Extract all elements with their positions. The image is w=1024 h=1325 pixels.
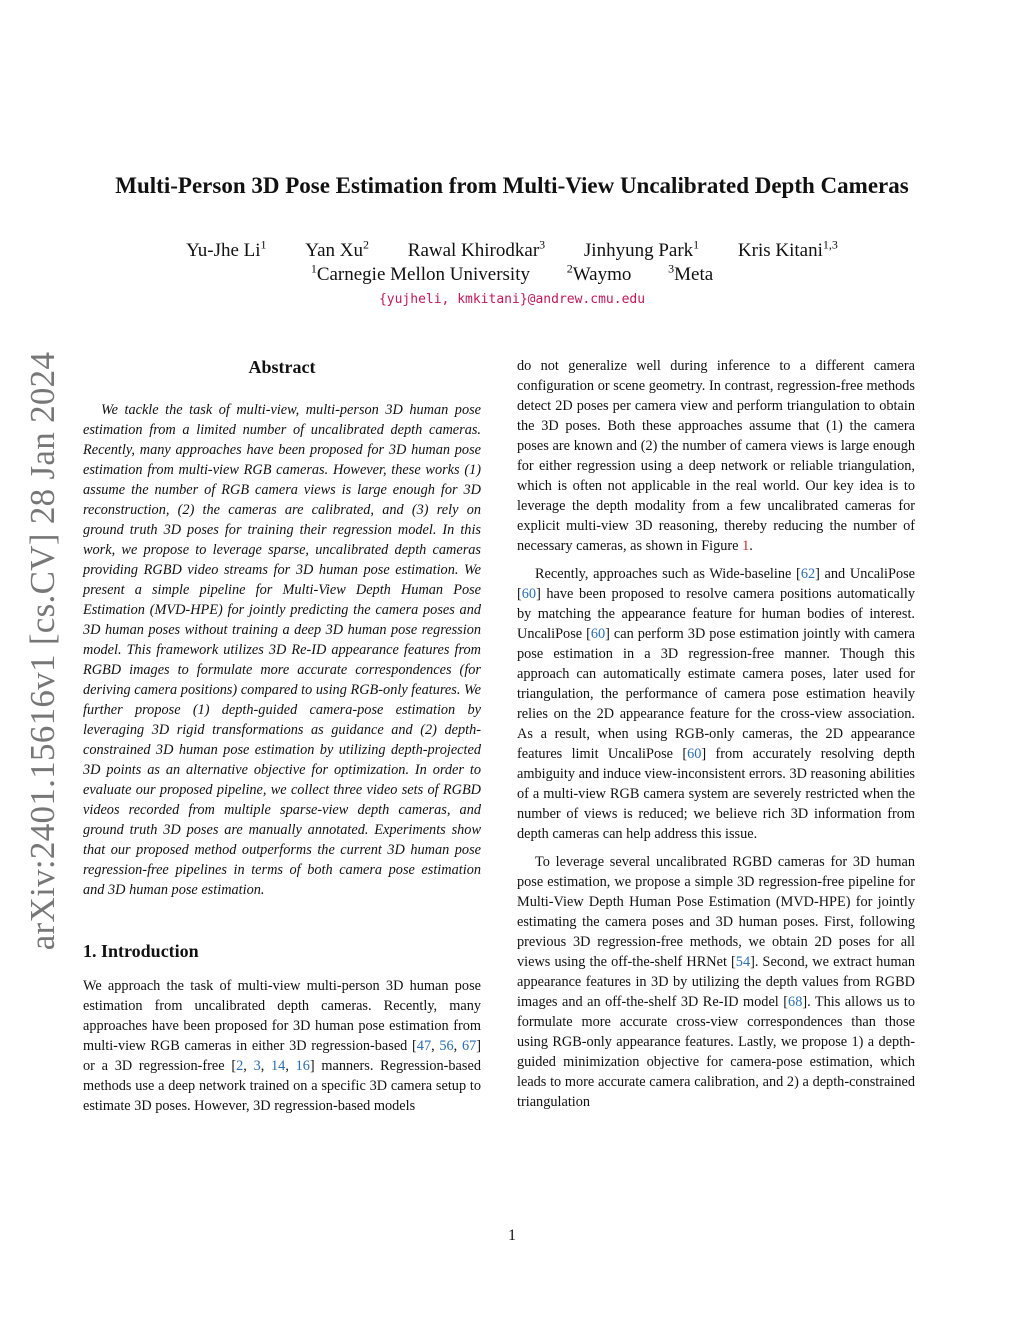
citation-link[interactable]: 3 xyxy=(253,1058,261,1074)
citation-link[interactable]: 60 xyxy=(521,586,537,602)
author xyxy=(583,237,700,261)
intro-paragraph-1: We approach the task of multi-view multi-person 3D human pose estimation from uncalibrated depth cameras. Recently, many approaches have been proposed for 3D human pose estimation from multi-view RGB cameras in either 3D regression-based [47, 56, 67] or a 3D regression-free [2, 3, 14, 16] manners. Regression-based methods use a deep network trained on a specific 3D camera setup to estimate 3D poses. However, 3D regression-based models xyxy=(83,978,482,1114)
intro-paragraph-3: To leverage several uncalibrated RGBD cameras for 3D human pose estimation, we propose a simple 3D regression-free pipeline for Multi-View Depth Human Pose Estimation (MVD-HPE) for jointly estimating the camera poses and 3D human poses. First, following previous 3D regression-free methods, we obtain 2D poses for all views using the off-the-shelf HRNet [54]. Second, we extract human appearance features in 3D by utilizing the depth values from RGBD images and an off-the-shelf 3D Re-ID model [68]. This allows us to formulate more accurate cross-view correspondences than those using RGB-only appearance features. Lastly, we propose 1) a depth-guided minimization objective for camera-pose estimation, which leads to more accurate camera calibration, and 2) a depth-constrained triangulation xyxy=(517,854,916,1110)
author-name: Rawal Khirodkar xyxy=(407,240,540,261)
arxiv-side-identifier xyxy=(8,351,78,951)
affiliation xyxy=(310,261,530,285)
affiliation-list xyxy=(0,261,1024,286)
affil-name: Meta xyxy=(674,264,714,285)
author-name: Kris Kitani xyxy=(737,240,823,261)
citation-link[interactable]: 47 xyxy=(416,1038,432,1054)
author-name: Yan Xu xyxy=(305,240,364,261)
affiliation xyxy=(668,261,714,285)
citation-link[interactable]: 68 xyxy=(788,994,803,1010)
author-affil-mark: 2 xyxy=(363,237,370,252)
figure-link[interactable]: 1 xyxy=(742,538,750,554)
author-email[interactable]: {yujheli, kmkitani}@andrew.cmu.edu xyxy=(378,292,646,307)
citation-link[interactable]: 60 xyxy=(590,626,606,642)
affil-mark: 3 xyxy=(668,261,675,276)
affiliation xyxy=(566,261,632,285)
abstract-heading: Abstract xyxy=(248,357,316,377)
citation-link[interactable]: 60 xyxy=(687,746,702,762)
page-number: 1 xyxy=(508,1227,516,1244)
author-list xyxy=(0,237,1024,262)
citation-link[interactable]: 16 xyxy=(295,1058,310,1074)
paper-title: Multi-Person 3D Pose Estimation from Multi-View Uncalibrated Depth Cameras xyxy=(115,173,909,198)
author-name: Jinhyung Park xyxy=(583,240,694,261)
citation-link[interactable]: 54 xyxy=(735,954,751,970)
author xyxy=(305,237,370,261)
affil-mark: 2 xyxy=(566,261,573,276)
affil-name: Carnegie Mellon University xyxy=(316,264,530,285)
author-affil-mark: 1 xyxy=(260,237,267,252)
author-affil-mark: 1,3 xyxy=(822,237,838,252)
abstract-text: We tackle the task of multi-view, multi-person 3D human pose estimation from a limited number of uncalibrated depth cameras. Recently, many approaches have been proposed for 3D human pose estimation from multi-view RGB cameras. However, these works (1) assume the number of RGB camera views is large enough for 3D reconstruction, (2) the cameras are calibrated, and (3) rely on ground truth 3D poses for training their regression model. In this work, we propose to leverage sparse, uncalibrated depth cameras providing RGBD video streams for 3D human pose estimation. We present a simple pipeline for Multi-View Depth Human Pose Estimation (MVD-HPE) for jointly predicting the camera poses and 3D human poses without training a deep 3D human pose regression model. This framework utilizes 3D Re-ID appearance features from RGBD images to formulate more accurate correspondences (for deriving camera positions) compared to using RGB-only features. We further propose (1) depth-guided camera-pose estimation by leveraging 3D rigid transformations as guidance and (2) depth-constrained 3D human pose estimation by utilizing depth-projected 3D points as an alternative objective for optimization. In order to evaluate our proposed pipeline, we collect three video sets of RGBD videos recorded from multiple sparse-view depth cameras, and ground truth 3D poses are manually annotated. Experiments show that our proposed method outperforms the current 3D human pose regression-free pipelines in terms of both camera pose estimation and 3D human pose estimation. xyxy=(83,402,481,898)
citation-link[interactable]: 67 xyxy=(461,1038,477,1054)
intro-paragraph-2: Recently, approaches such as Wide-baseline [62] and UncaliPose [60] have been proposed to resolve camera positions automatically by matching the appearance feature for human bodies of interest. UncaliPose [60] can perform 3D pose estimation jointly with camera pose estimation in a 3D regression-free manner. Though this approach can automatically estimate camera poses, later used for triangulation, the performance of camera pose estimation heavily relies on the 2D appearance feature for the cross-view association. As a result, when using RGB-only cameras, the 2D appearance features limit UncaliPose [60] from accurately resolving depth ambiguity and induce view-inconsistent errors. 3D reasoning abilities of a multi-view RGB camera system are severely restricted when the number of views is reduced; we believe rich 3D information from depth cameras can help address this issue. xyxy=(517,566,916,842)
arxiv-id-text: arXiv:2401.15616v1 [cs.CV] 28 Jan 2024 xyxy=(23,351,62,951)
author xyxy=(186,237,267,261)
author xyxy=(737,237,838,261)
intro-paragraph-1-continued: do not generalize well during inference to a different camera configuration or scene geometry. In contrast, regression-free methods detect 2D poses per camera view and perform triangulation to obtain the 3D poses. Both these approaches assume that (1) the camera poses are known and (2) the number of camera views is large enough for either regression using a deep network or reliable triangulation, which is often not applicable in the real world. Our key idea is to leverage the depth modality from a few uncalibrated cameras for explicit multi-view 3D reasoning, thereby reducing the number of necessary cameras, as shown in Figure 1. xyxy=(517,358,915,554)
affil-mark: 1 xyxy=(310,261,317,276)
citation-link[interactable]: 14 xyxy=(271,1058,286,1074)
affil-name: Waymo xyxy=(572,264,632,285)
introduction-heading: 1. Introduction xyxy=(83,941,199,961)
author xyxy=(407,237,546,261)
left-column xyxy=(83,356,481,1124)
author-affil-mark: 1 xyxy=(693,237,700,252)
citation-link[interactable]: 2 xyxy=(236,1058,244,1074)
citation-link[interactable]: 62 xyxy=(800,566,816,582)
citation-link[interactable]: 56 xyxy=(439,1038,454,1054)
right-column xyxy=(517,356,915,1120)
author-affil-mark: 3 xyxy=(539,237,546,252)
author-name: Yu-Jhe Li xyxy=(186,240,261,261)
